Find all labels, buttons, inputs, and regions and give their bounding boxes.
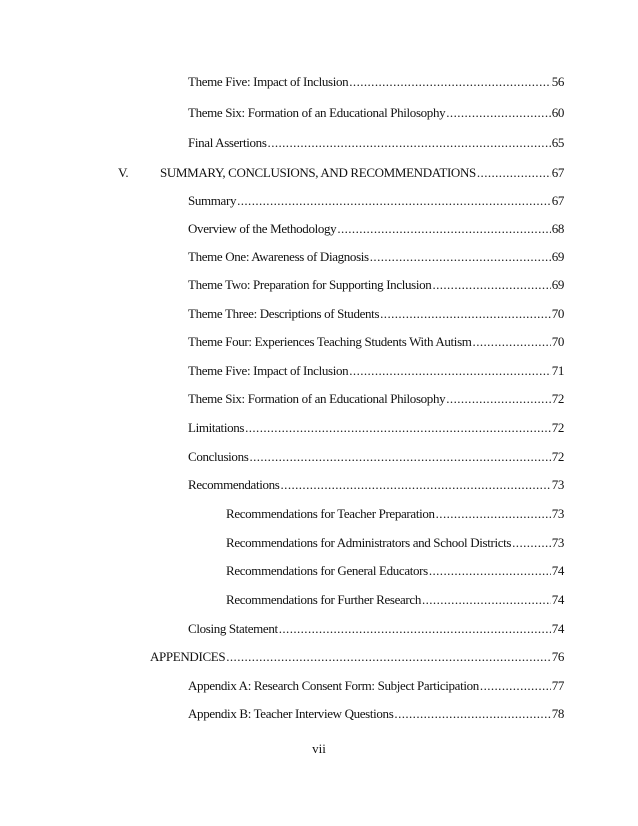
toc-entry-theme-six-formation — [188, 104, 564, 122]
dot-leader — [249, 448, 550, 466]
toc-entry-title: Conclusions — [188, 449, 249, 464]
toc-entry-title: Recommendations for General Educators — [226, 563, 428, 578]
toc-entry-rec-general-educators — [226, 562, 564, 580]
toc-entry-theme-one — [188, 248, 564, 266]
toc-entry-page: 73 — [551, 506, 564, 521]
toc-entry-page: 56 — [551, 74, 564, 89]
toc-entry-appendix-b — [188, 705, 564, 723]
toc-entry-final-assertions — [188, 134, 564, 152]
toc-entry-title: Theme Six: Formation of an Educational Philosophy — [188, 105, 446, 120]
dot-leader — [436, 505, 551, 523]
toc-entry-title: Summary — [188, 193, 237, 208]
dot-leader — [279, 620, 551, 638]
toc-entry-overview-methodology — [188, 220, 564, 238]
toc-entry-title: Theme Five: Impact of Inclusion — [188, 363, 349, 378]
chapter-numeral: V. — [118, 165, 129, 180]
dot-leader — [429, 562, 551, 580]
toc-entry-title: Recommendations for Teacher Preparation — [226, 506, 435, 521]
toc-entry-rec-administrators — [226, 534, 564, 552]
toc-entry-title: APPENDICES — [150, 649, 226, 664]
toc-entry-theme-five-impact — [188, 73, 564, 91]
dot-leader — [268, 134, 551, 152]
toc-entry-rec-further-research — [226, 591, 564, 609]
toc-entry-theme-six — [188, 390, 564, 408]
toc-entry-summary — [188, 192, 564, 210]
dot-leader — [237, 192, 551, 210]
toc-entry-page: 69 — [551, 277, 564, 292]
toc-entry-theme-three — [188, 305, 564, 323]
toc-entry-page: 70 — [551, 334, 564, 349]
dot-leader — [473, 333, 551, 351]
dot-leader — [245, 419, 551, 437]
dot-leader — [337, 220, 550, 238]
dot-leader — [370, 248, 551, 266]
dot-leader — [477, 164, 551, 182]
toc-entry-title: Appendix A: Research Consent Form: Subject Participation — [188, 678, 479, 693]
toc-entry-title: Theme Six: Formation of an Educational Philosophy — [188, 391, 446, 406]
toc-entry-title: SUMMARY, CONCLUSIONS, AND RECOMMENDATIONS — [160, 165, 476, 180]
dot-leader — [394, 705, 550, 723]
toc-entry-title: Theme Two: Preparation for Supporting Inclusion — [188, 277, 432, 292]
toc-entry-page: 65 — [551, 135, 564, 150]
toc-entry-closing-statement — [188, 620, 564, 638]
toc-entry-title: Theme One: Awareness of Diagnosis — [188, 249, 369, 264]
toc-entry-title: Overview of the Methodology — [188, 221, 337, 236]
toc-entry-conclusions — [188, 448, 564, 466]
toc-entry-appendices — [150, 648, 564, 666]
toc-entry-page: 72 — [551, 449, 564, 464]
toc-entry-page: 76 — [551, 649, 564, 664]
toc-entry-title: Recommendations — [188, 477, 280, 492]
toc-entry-recommendations — [188, 476, 564, 494]
toc-entry-title: Theme Five: Impact of Inclusion — [188, 74, 349, 89]
dot-leader — [446, 104, 550, 122]
toc-entry-page: 73 — [551, 535, 564, 550]
toc-entry-title: Final Assertions — [188, 135, 267, 150]
toc-entry-title: Recommendations for Further Research — [226, 592, 421, 607]
toc-entry-title: Limitations — [188, 420, 245, 435]
toc-entry-page: 70 — [551, 306, 564, 321]
toc-entry-theme-four — [188, 333, 564, 351]
toc-entry-theme-five — [188, 362, 564, 380]
toc-entry-title: Closing Statement — [188, 621, 278, 636]
page-number: vii — [312, 741, 326, 756]
toc-entry-appendix-a — [188, 677, 564, 695]
toc-entry-limitations — [188, 419, 564, 437]
toc-entry-page: 74 — [551, 563, 564, 578]
toc-entry-page: 69 — [551, 249, 564, 264]
toc-entry-page: 72 — [551, 391, 564, 406]
dot-leader — [380, 305, 551, 323]
toc-entry-page: 78 — [551, 706, 564, 721]
dot-leader — [349, 362, 550, 380]
dot-leader — [480, 677, 551, 695]
dot-leader — [349, 73, 550, 91]
toc-entry-title: Recommendations for Administrators and School Districts — [226, 535, 512, 550]
dot-leader — [446, 390, 550, 408]
toc-entry-title: Appendix B: Teacher Interview Questions — [188, 706, 394, 721]
dot-leader — [226, 648, 550, 666]
toc-entry-page: 77 — [551, 678, 564, 693]
toc-entry-page: 74 — [551, 621, 564, 636]
toc-entry-page: 74 — [551, 592, 564, 607]
toc-entry-rec-teacher-prep — [226, 505, 564, 523]
dot-leader — [432, 276, 550, 294]
toc-entry-page: 60 — [551, 105, 564, 120]
dot-leader — [512, 534, 551, 552]
toc-entry-page: 67 — [551, 193, 564, 208]
dot-leader — [281, 476, 551, 494]
toc-entry-page: 67 — [551, 165, 564, 180]
toc-entry-page: 72 — [551, 420, 564, 435]
toc-entry-title: Theme Three: Descriptions of Students — [188, 306, 380, 321]
toc-entry-page: 71 — [551, 363, 564, 378]
toc-entry-page: 73 — [551, 477, 564, 492]
toc-entry-theme-two — [188, 276, 564, 294]
toc-chapter-summary-conclusions — [118, 164, 564, 182]
toc-entry-title: Theme Four: Experiences Teaching Students With Autism — [188, 334, 472, 349]
dot-leader — [422, 591, 551, 609]
toc-entry-page: 68 — [551, 221, 564, 236]
